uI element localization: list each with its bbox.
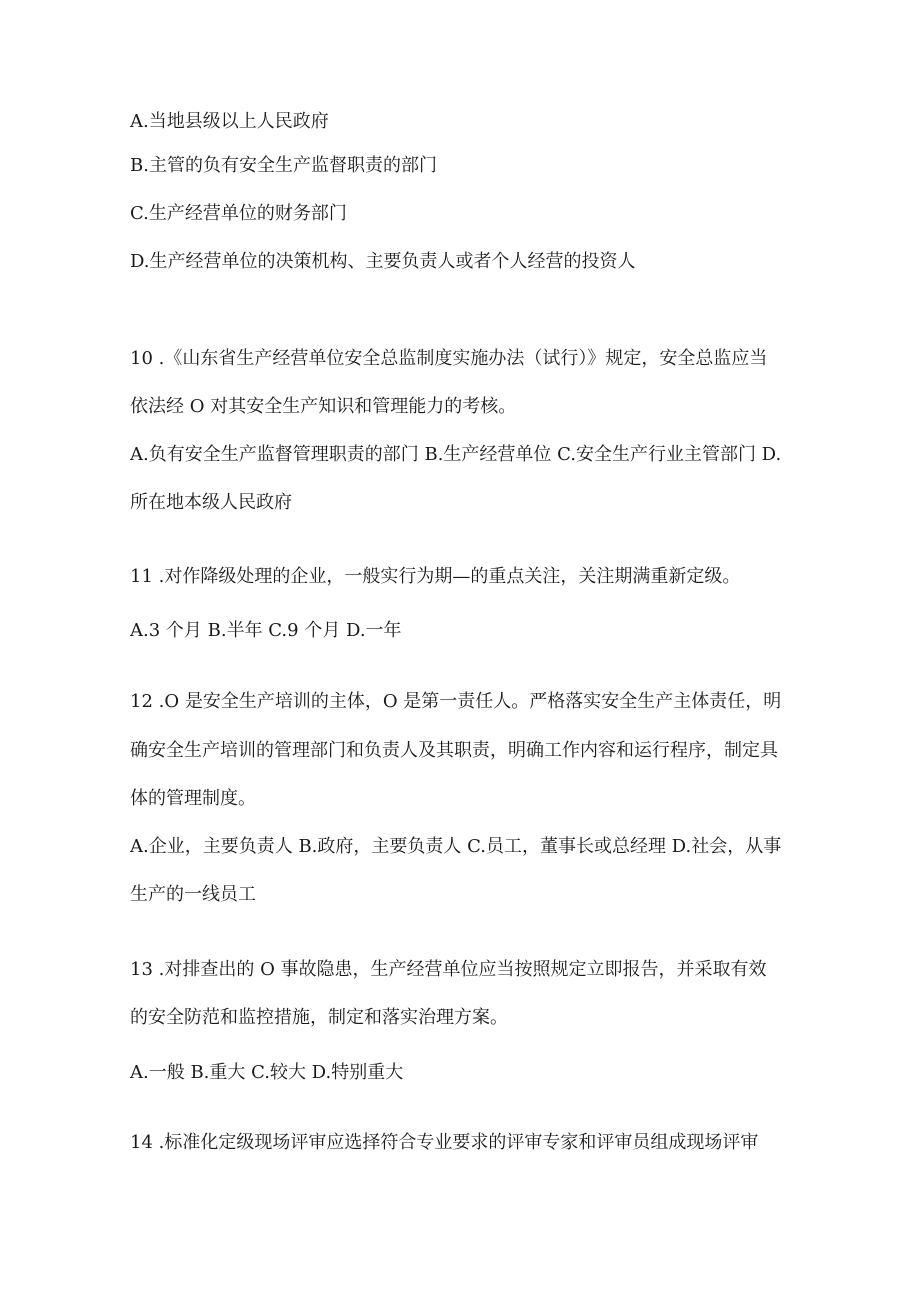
q12-options-line-1: A.企业，主要负责人 B.政府，主要负责人 C.员工，董事长或总经理 D.社会，从事 (130, 836, 782, 857)
q10-options-line-2: 所在地本级人民政府 (130, 492, 292, 513)
q12-stem-line-3: 体的管理制度。 (130, 788, 256, 809)
q12-stem-line-1: 12 .O 是安全生产培训的主体，O 是第一责任人。严格落实安全生产主体责任，明 (130, 691, 782, 712)
q14-stem-line-1: 14 .标准化定级现场评审应选择符合专业要求的评审专家和评审员组成现场评审 (130, 1132, 759, 1153)
q12-stem-line-2: 确安全生产培训的管理部门和负责人及其职责，明确工作内容和运行程序，制定具 (130, 740, 778, 761)
q11-stem: 11 .对作降级处理的企业，一般实行为期—的重点关注，关注期满重新定级。 (130, 566, 741, 587)
q11-options: A.3 个月 B.半年 C.9 个月 D.一年 (130, 620, 402, 641)
q9-option-a: A.当地县级以上人民政府 (130, 111, 329, 132)
q9-option-b: B.主管的负有安全生产监督职责的部门 (130, 155, 437, 176)
q10-options-line-1: A.负有安全生产监督管理职责的部门 B.生产经营单位 C.安全生产行业主管部门 D. (130, 444, 782, 465)
q10-stem-line-2: 依法经 O 对其安全生产知识和管理能力的考核。 (130, 396, 517, 417)
q9-option-d: D.生产经营单位的决策机构、主要负责人或者个人经营的投资人 (130, 251, 636, 272)
q12-options-line-2: 生产的一线员工 (130, 884, 256, 905)
q13-options: A.一般 B.重大 C.较大 D.特别重大 (130, 1062, 404, 1083)
q9-option-c: C.生产经营单位的财务部门 (130, 203, 347, 224)
q13-stem-line-2: 的安全防范和监控措施，制定和落实治理方案。 (130, 1007, 508, 1028)
q13-stem-line-1: 13 .对排查出的 O 事故隐患，生产经营单位应当按照规定立即报告，并采取有效 (130, 959, 767, 980)
q10-stem-line-1: 10 .《山东省生产经营单位安全总监制度实施办法（试行）》规定，安全总监应当 (130, 348, 768, 369)
